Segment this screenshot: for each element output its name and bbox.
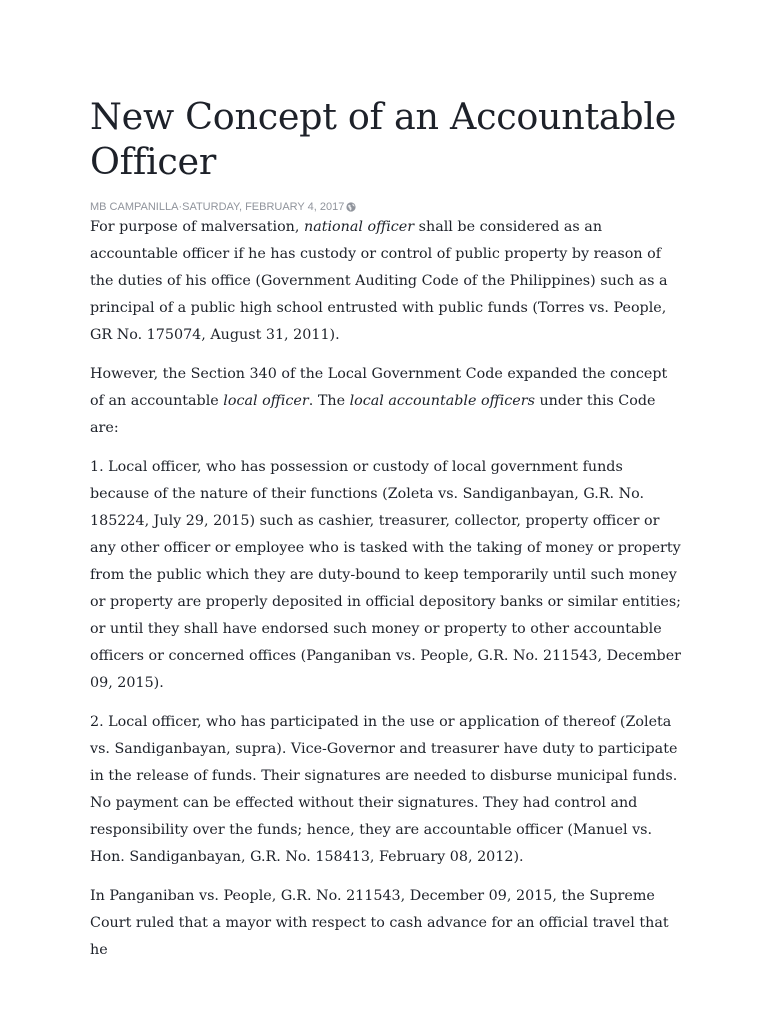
paragraph-5: In Panganiban vs. People, G.R. No. 211543, December 09, 2015, the Supreme Court ruled that a mayor with respect to cash advance for an official travel that he — [90, 888, 669, 958]
paragraph-3: 1. Local officer, who has possession or custody of local government funds because of the nature of their functions (Zoleta vs. Sandiganbayan, G.R. No. 185224, July 29, 2015) such as cashier, treasurer, collector, property officer or any other officer or employee who is tasked with the taking of money or property from the public which they are duty-bound to keep temporarily until such money or property are properly deposited in official depository banks or similar entities; or until they shall have endorsed such money or property to other accountable officers or concerned offices (Panganiban vs. People, G.R. No. 211543, December 09, 2015). — [90, 459, 682, 691]
paragraph-2-emphasis-1: local officer — [223, 393, 309, 409]
paragraph-4: 2. Local officer, who has participated in the use or application of thereof (Zoleta vs. Sandiganbayan, supra). Vice-Governor and treasurer have duty to participate in the release of funds. Their signatures are needed to disburse municipal funds. No payment can be effected without their signatures. They had control and responsibility over the funds; hence, they are accountable officer (Manuel vs. Hon. Sandiganbayan, G.R. No. 158413, February 08, 2012). — [90, 714, 678, 865]
meta-separator: · — [178, 201, 183, 213]
article-title: New Concept of an Accountable Officer — [90, 95, 677, 183]
paragraph-1-text-b: shall be considered as an accountable officer if he has custody or control of public property by reason of the duties of his office (Government Auditing Code of the Philippines) such as a principal of a public high school entrusted with public funds (Torres vs. People, GR No. 175074, August 31, 2011). — [90, 219, 668, 343]
paragraph-2-text-a: However, the Section 340 of the Local Government Code expanded the concept of an accountable — [90, 366, 668, 409]
article-meta — [90, 200, 682, 214]
author-link[interactable]: MB CAMPANILLA — [90, 201, 179, 213]
paragraph-1-text-a: For purpose of malversation, — [90, 219, 304, 235]
globe-icon — [346, 202, 356, 212]
paragraph-2-text-b: . The — [308, 393, 350, 409]
paragraph-1-emphasis: national officer — [303, 219, 415, 235]
article — [90, 94, 682, 976]
paragraph-2-text-c: under this Code are: — [90, 393, 656, 436]
article-body — [90, 214, 682, 964]
paragraph-1 — [90, 214, 682, 349]
paragraph-2-emphasis-2: local accountable officers — [349, 393, 535, 409]
publish-date[interactable]: SATURDAY, FEBRUARY 4, 2017 — [182, 201, 345, 213]
paragraph-2 — [90, 361, 682, 442]
